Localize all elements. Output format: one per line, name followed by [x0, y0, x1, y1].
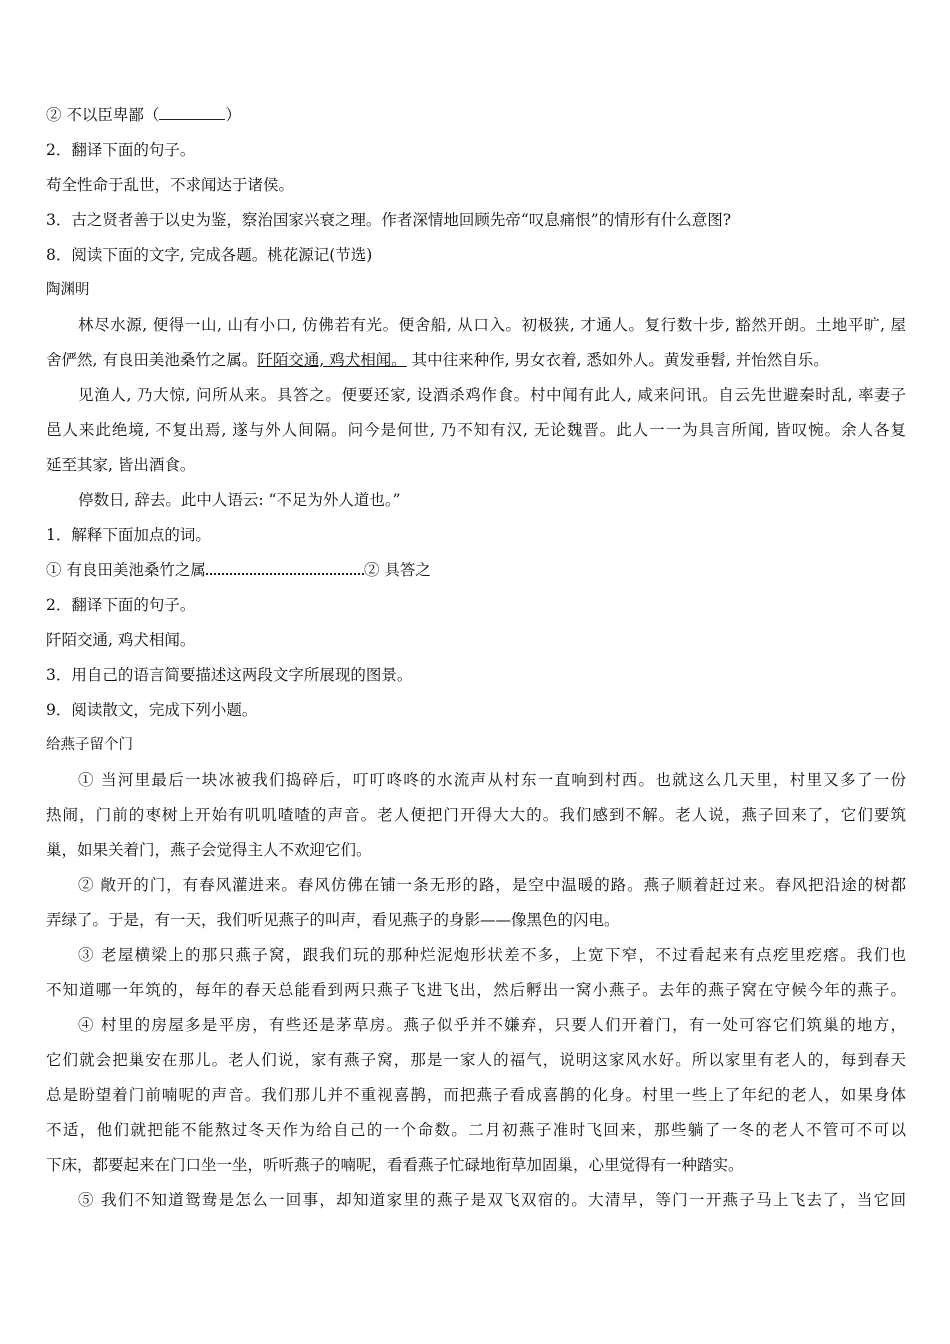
q8-underlined-sentence: 阡陌交通, 鸡犬相闻。 [257, 351, 407, 369]
q8-q2-sentence: 阡陌交通, 鸡犬相闻。 [46, 631, 196, 649]
q7-item2-close: ） [225, 106, 241, 124]
q9-p3-line2: 不知道哪一年筑的，每年的春天总能看到两只燕子飞进飞出，然后孵出一窝小燕子。去年的燕子窝在守候今年的燕子。 [46, 981, 906, 999]
q9-title: 给燕子留个门 [46, 737, 133, 753]
q9-p2-line1: ② 敞开的门，有春风灌进来。春风仿佛在铺一条无形的路，是空中温暖的路。燕子顺着赶过来。春风把沿途的树都 [78, 876, 906, 894]
q9-p4-line5: 下床，都要起来在门口坐一坐，听听燕子的喃呢，看看燕子忙碌地衔草加固巢，心里觉得有一种踏实。 [46, 1156, 744, 1174]
q9-p5-line1: ⑤ 我们不知道鸳鸯是怎么一回事，却知道家里的燕子是双飞双宿的。大清早，等门一开燕子马上飞去了，当它回 [78, 1191, 906, 1209]
q8-q1-title: 1．解释下面加点的词。 [46, 526, 211, 544]
q8-p3: 停数日, 辞去。此中人语云: “不足为外人道也。” [78, 491, 401, 509]
q8-p2-line1: 见渔人, 乃大惊, 问所从来。具答之。便要还家, 设酒杀鸡作食。村中闻有此人, 咸来问讯。自云先世避秦时乱, 率妻子 [78, 386, 906, 404]
q8-p2-line3: 延至其家, 皆出酒食。 [46, 456, 196, 474]
q9-p4-line2: 它们就会把巢安在那儿。老人们说，家有燕子窝，那是一家人的福气，说明这家风水好。所以家里有老人的，每到春天 [46, 1051, 906, 1069]
answer-blank[interactable] [159, 105, 225, 120]
q7-q2-title: 2．翻译下面的句子。 [46, 141, 196, 159]
q9-p4-line4: 不适，他们就把能不能熬过冬天作为给自己的一个命数。二月初燕子准时飞回来，那些躺了一冬的老人不管可不可以 [46, 1121, 906, 1139]
q9-p2-line2: 弄绿了。于是，有一天，我们听见燕子的叫声，看见燕子的身影——像黑色的闪电。 [46, 911, 620, 929]
q8-author: 陶渊明 [46, 282, 90, 298]
q7-q2-sentence: 苟全性命于乱世，不求闻达于诸侯。 [46, 176, 295, 194]
q8-p2-line2: 邑人来此绝境, 不复出焉, 遂与外人间隔。问今是何世, 乃不知有汉, 无论魏晋。此人一一为具言所闻, 皆叹惋。余人各复 [46, 421, 906, 439]
q8-p1-line2-pre: 舍俨然, 有良田美池桑竹之属。 [46, 351, 258, 369]
q9-p1-line1: ① 当河里最后一块冰被我们捣碎后，叮叮咚咚的水流声从村东一直响到村西。也就这么几天里，村里又多了一份 [78, 771, 906, 789]
q7-item2-text: ② 不以臣卑鄙（ [46, 106, 160, 124]
q8-q2-title: 2．翻译下面的句子。 [46, 596, 196, 614]
q9-p4-line3: 总是盼望着门前喃呢的声音。我们那儿并不重视喜鹊，而把燕子看成喜鹊的化身。村里一些上了年纪的老人，如果身体 [46, 1086, 906, 1104]
q8-q1-item1: ① 有良田美池桑竹之属 [46, 561, 206, 579]
q9-p1-line2: 热闹，门前的枣树上开始有叽叽喳喳的声音。老人便把门开得大大的。我们感到不解。老人说，燕子回来了，它们要筑 [46, 806, 906, 824]
q8-p1-line1: 林尽水源, 便得一山, 山有小口, 仿佛若有光。便舍船, 从口入。初极狭, 才通人。复行数十步, 豁然开朗。土地平旷, 屋 [78, 316, 906, 334]
q8-q3: 3．用自己的语言简要描述这两段文字所展现的图景。 [46, 666, 413, 684]
document-page [46, 98, 906, 1218]
q8-q1-items [46, 553, 906, 588]
answer-dotted-blank[interactable] [206, 557, 364, 575]
q9-p4-line1: ④ 村里的房屋多是平房，有些还是茅草房。燕子似乎并不嫌弃，只要人们开着门，有一处可容它们筑巢的地方， [78, 1016, 906, 1034]
q9-p3-line1: ③ 老屋横梁上的那只燕子窝，跟我们玩的那种烂泥炮形状差不多，上宽下窄，不过看起来有点疙里疙瘩。我们也 [78, 946, 906, 964]
q9-heading: 9．阅读散文，完成下列小题。 [46, 701, 258, 719]
q8-q1-item2: ② 具答之 [363, 561, 431, 579]
q9-p1-line3: 巢，如果关着门，燕子会觉得主人不欢迎它们。 [46, 841, 372, 859]
q8-p1-line2-post: 其中往来种作, 男女衣着, 悉如外人。黄发垂髫, 并怡然自乐。 [406, 351, 829, 369]
q7-item2-line [46, 98, 906, 133]
q8-p1-line2 [46, 343, 906, 378]
q8-heading: 8．阅读下面的文字, 完成各题。桃花源记(节选) [46, 246, 373, 264]
q7-q3: 3．古之贤者善于以史为鉴，察治国家兴衰之理。作者深情地回顾先帝“叹息痛恨”的情形有什么意图? [46, 211, 732, 229]
